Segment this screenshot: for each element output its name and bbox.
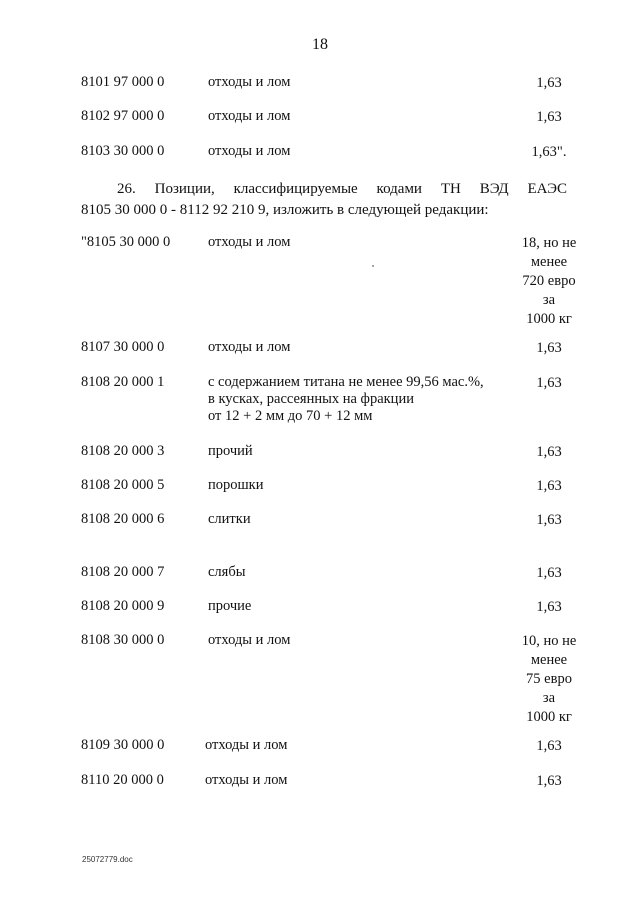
rate-line: менее xyxy=(530,254,568,270)
table-row xyxy=(0,143,640,163)
table-row xyxy=(0,632,640,725)
tariff-code: 8110 20 000 0 xyxy=(81,772,164,788)
duty-rate: 1,63 xyxy=(536,340,562,356)
duty-rate: 1,63 xyxy=(536,478,562,494)
rate-line: 720 евро xyxy=(522,273,576,289)
item-description: отходы и лом xyxy=(208,234,291,250)
tariff-code: 8109 30 000 0 xyxy=(81,737,165,753)
item-description: отходы и лом xyxy=(205,737,288,753)
item-description: отходы и лом xyxy=(205,772,288,788)
rate-line: за xyxy=(542,690,556,706)
rate-line: 75 евро xyxy=(526,671,572,687)
description-line: в кусках, рассеянных на фракции xyxy=(208,391,414,407)
duty-rate: 1,63 xyxy=(536,512,562,528)
table-row xyxy=(0,234,640,327)
duty-rate: 1,63 xyxy=(536,738,562,754)
item-description: слитки xyxy=(208,511,251,527)
paragraph-line: 8105 30 000 0 - 8112 92 210 9, изложить в следующей редакции: xyxy=(81,202,489,218)
tariff-code: 8101 97 000 0 xyxy=(81,74,165,90)
duty-rate xyxy=(490,234,608,329)
tariff-code: 8107 30 000 0 xyxy=(81,339,165,355)
tariff-code: 8108 20 000 9 xyxy=(81,598,165,614)
item-description: прочие xyxy=(208,598,252,614)
table-row xyxy=(0,564,640,584)
tariff-code: 8108 20 000 5 xyxy=(81,477,165,493)
scan-speck xyxy=(372,265,374,267)
tariff-code: 8102 97 000 0 xyxy=(81,108,165,124)
table-row xyxy=(0,511,640,531)
duty-rate: 1,63 xyxy=(536,565,562,581)
duty-rate: 1,63 xyxy=(536,109,562,125)
duty-rate: 1,63 xyxy=(536,375,562,391)
tariff-code: 8108 30 000 0 xyxy=(81,632,165,648)
duty-rate: 1,63 xyxy=(536,599,562,615)
item-description: прочий xyxy=(208,443,253,459)
duty-rate: 1,63 xyxy=(536,773,562,789)
rate-line: 1000 кг xyxy=(526,311,572,327)
rate-line: 10, но не xyxy=(521,633,577,649)
table-row xyxy=(0,772,640,792)
tariff-code: 8108 20 000 3 xyxy=(81,443,165,459)
item-description: отходы и лом xyxy=(208,108,291,124)
page-number: 18 xyxy=(312,36,328,53)
paragraph-line: 26. Позиции, классифицируемые кодами ТН ВЭД ЕАЭС xyxy=(117,181,567,197)
duty-rate xyxy=(490,632,608,727)
table-row xyxy=(0,737,640,757)
tariff-code: 8108 20 000 1 xyxy=(81,374,165,390)
tariff-code: 8108 20 000 7 xyxy=(81,564,165,580)
duty-rate: 1,63 xyxy=(536,75,562,91)
item-description: отходы и лом xyxy=(208,74,291,90)
item-description: порошки xyxy=(208,477,264,493)
table-row xyxy=(0,374,640,424)
item-description: слябы xyxy=(208,564,246,580)
document-filename: 25072779.doc xyxy=(82,855,133,864)
description-line: с содержанием титана не менее 99,56 мас.%, xyxy=(208,374,484,390)
tariff-code: 8108 20 000 6 xyxy=(81,511,165,527)
item-description xyxy=(208,374,484,425)
table-row xyxy=(0,339,640,359)
rate-line: 18, но не xyxy=(521,235,577,251)
tariff-code: 8103 30 000 0 xyxy=(81,143,165,159)
table-row xyxy=(0,108,640,128)
rate-line: 1000 кг xyxy=(526,709,572,725)
table-row xyxy=(0,74,640,94)
rate-line: менее xyxy=(530,652,568,668)
item-description: отходы и лом xyxy=(208,339,291,355)
tariff-code: "8105 30 000 0 xyxy=(81,234,171,250)
table-row xyxy=(0,443,640,463)
table-row xyxy=(0,598,640,618)
item-description: отходы и лом xyxy=(208,632,291,648)
description-line: от 12 + 2 мм до 70 + 12 мм xyxy=(208,408,373,424)
rate-line: за xyxy=(542,292,556,308)
table-row xyxy=(0,477,640,497)
item-description: отходы и лом xyxy=(208,143,291,159)
duty-rate: 1,63". xyxy=(531,144,567,160)
duty-rate: 1,63 xyxy=(536,444,562,460)
instruction-paragraph xyxy=(81,179,567,221)
